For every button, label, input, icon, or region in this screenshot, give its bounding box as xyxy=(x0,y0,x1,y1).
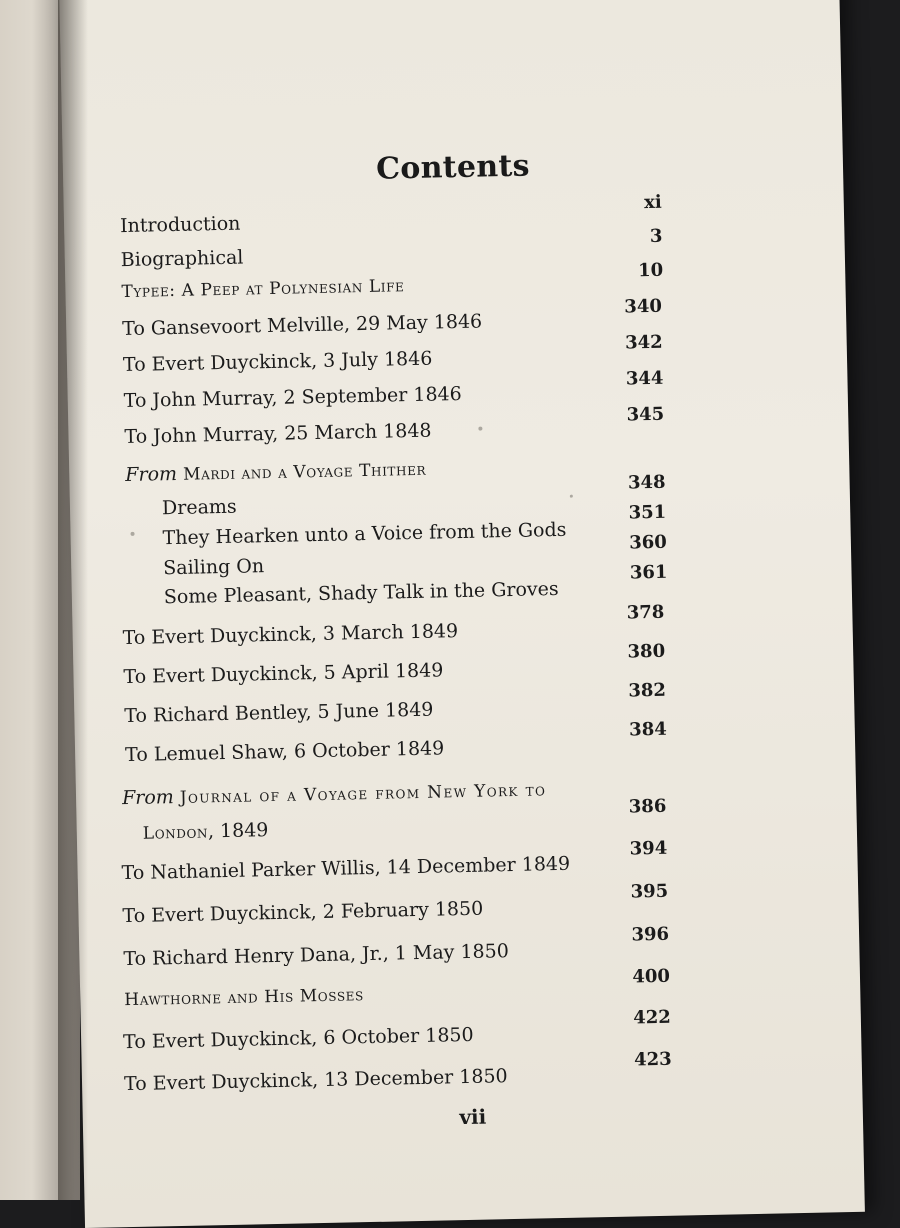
toc-subentry: Some Pleasant, Shady Talk in the Groves xyxy=(163,577,559,609)
from-prefix: From xyxy=(125,462,178,487)
toc-subentry: They Hearken unto a Voice from the Gods xyxy=(162,518,567,550)
toc-page: 380 xyxy=(627,640,666,663)
journal-title-cont: London xyxy=(142,822,209,844)
toc-page: 395 xyxy=(630,880,669,903)
toc-entry-letter: To Richard Henry Dana, Jr., 1 May 1850 xyxy=(123,940,510,971)
toc-subentry: Sailing On xyxy=(163,555,265,580)
toc-page: 360 xyxy=(629,531,668,554)
paper-speck xyxy=(478,427,482,431)
toc-page: 378 xyxy=(626,601,665,624)
toc-entry-hawthorne: Hawthorne and His Mosses xyxy=(124,985,365,1011)
toc-entry-letter: To Evert Duyckinck, 3 March 1849 xyxy=(122,620,459,650)
toc-page: 344 xyxy=(625,367,664,390)
toc-subentry: Dreams xyxy=(161,495,237,520)
toc-page: 384 xyxy=(628,718,667,741)
toc-entry-letter: To Lemuel Shaw, 6 October 1849 xyxy=(124,737,445,767)
toc-entry-biographical: Biographical xyxy=(120,246,244,272)
page-title: Contents xyxy=(375,148,531,187)
toc-entry-letter: To Evert Duyckinck, 3 July 1846 xyxy=(122,347,433,377)
toc-page: 340 xyxy=(624,295,663,318)
toc-page: 348 xyxy=(627,471,666,494)
toc-page: 400 xyxy=(632,965,671,988)
toc-page: 394 xyxy=(629,837,668,860)
paper-speck xyxy=(570,495,573,498)
toc-entry-letter: To John Murray, 25 March 1848 xyxy=(124,419,432,449)
toc-page: 423 xyxy=(633,1048,672,1071)
toc-page-introduction: xi xyxy=(643,191,662,214)
toc-entry-letter: To Nathaniel Parker Willis, 14 December 1849 xyxy=(121,852,571,885)
mardi-title: Mardi and a Voyage Thither xyxy=(182,459,427,485)
toc-page: 382 xyxy=(628,679,667,702)
toc-entry-journal-cont xyxy=(143,819,269,844)
toc-entry-letter: To Richard Bentley, 5 June 1849 xyxy=(124,698,434,728)
toc-page: 342 xyxy=(624,331,663,354)
page-folio: vii xyxy=(459,1104,487,1130)
book-gutter-shadow xyxy=(58,0,88,1200)
toc-entry-introduction: Introduction xyxy=(119,212,241,238)
toc-entry-letter: To Evert Duyckinck, 6 October 1850 xyxy=(122,1023,474,1054)
toc-entry-letter: To Evert Duyckinck, 2 February 1850 xyxy=(122,897,484,928)
journal-year: , 1849 xyxy=(207,819,269,843)
toc-entry-letter: To Evert Duyckinck, 13 December 1850 xyxy=(123,1065,508,1096)
toc-entry-letter: To Evert Duyckinck, 5 April 1849 xyxy=(123,659,444,689)
toc-entry-letter: To John Murray, 2 September 1846 xyxy=(123,382,462,413)
from-prefix: From xyxy=(121,786,175,810)
toc-page: 386 xyxy=(628,795,667,818)
toc-page-biographical: 3 xyxy=(649,225,663,247)
book-page xyxy=(59,0,865,1228)
toc-entry-journal xyxy=(122,778,547,809)
toc-page: 351 xyxy=(628,501,667,524)
paper-speck xyxy=(131,532,135,536)
toc-page: 345 xyxy=(626,403,665,426)
toc-entry-typee: Typee: A Peep at Polynesian Life xyxy=(121,276,405,303)
toc-entry-mardi xyxy=(125,458,426,486)
toc-page: 361 xyxy=(629,561,668,584)
toc-entry-letter: To Gansevoort Melville, 29 May 1846 xyxy=(122,310,483,341)
toc-page: 396 xyxy=(631,923,670,946)
journal-title: Journal of a Voyage from New York to xyxy=(179,780,547,808)
toc-page: 422 xyxy=(632,1006,672,1029)
toc-page-typee: 10 xyxy=(637,259,664,282)
